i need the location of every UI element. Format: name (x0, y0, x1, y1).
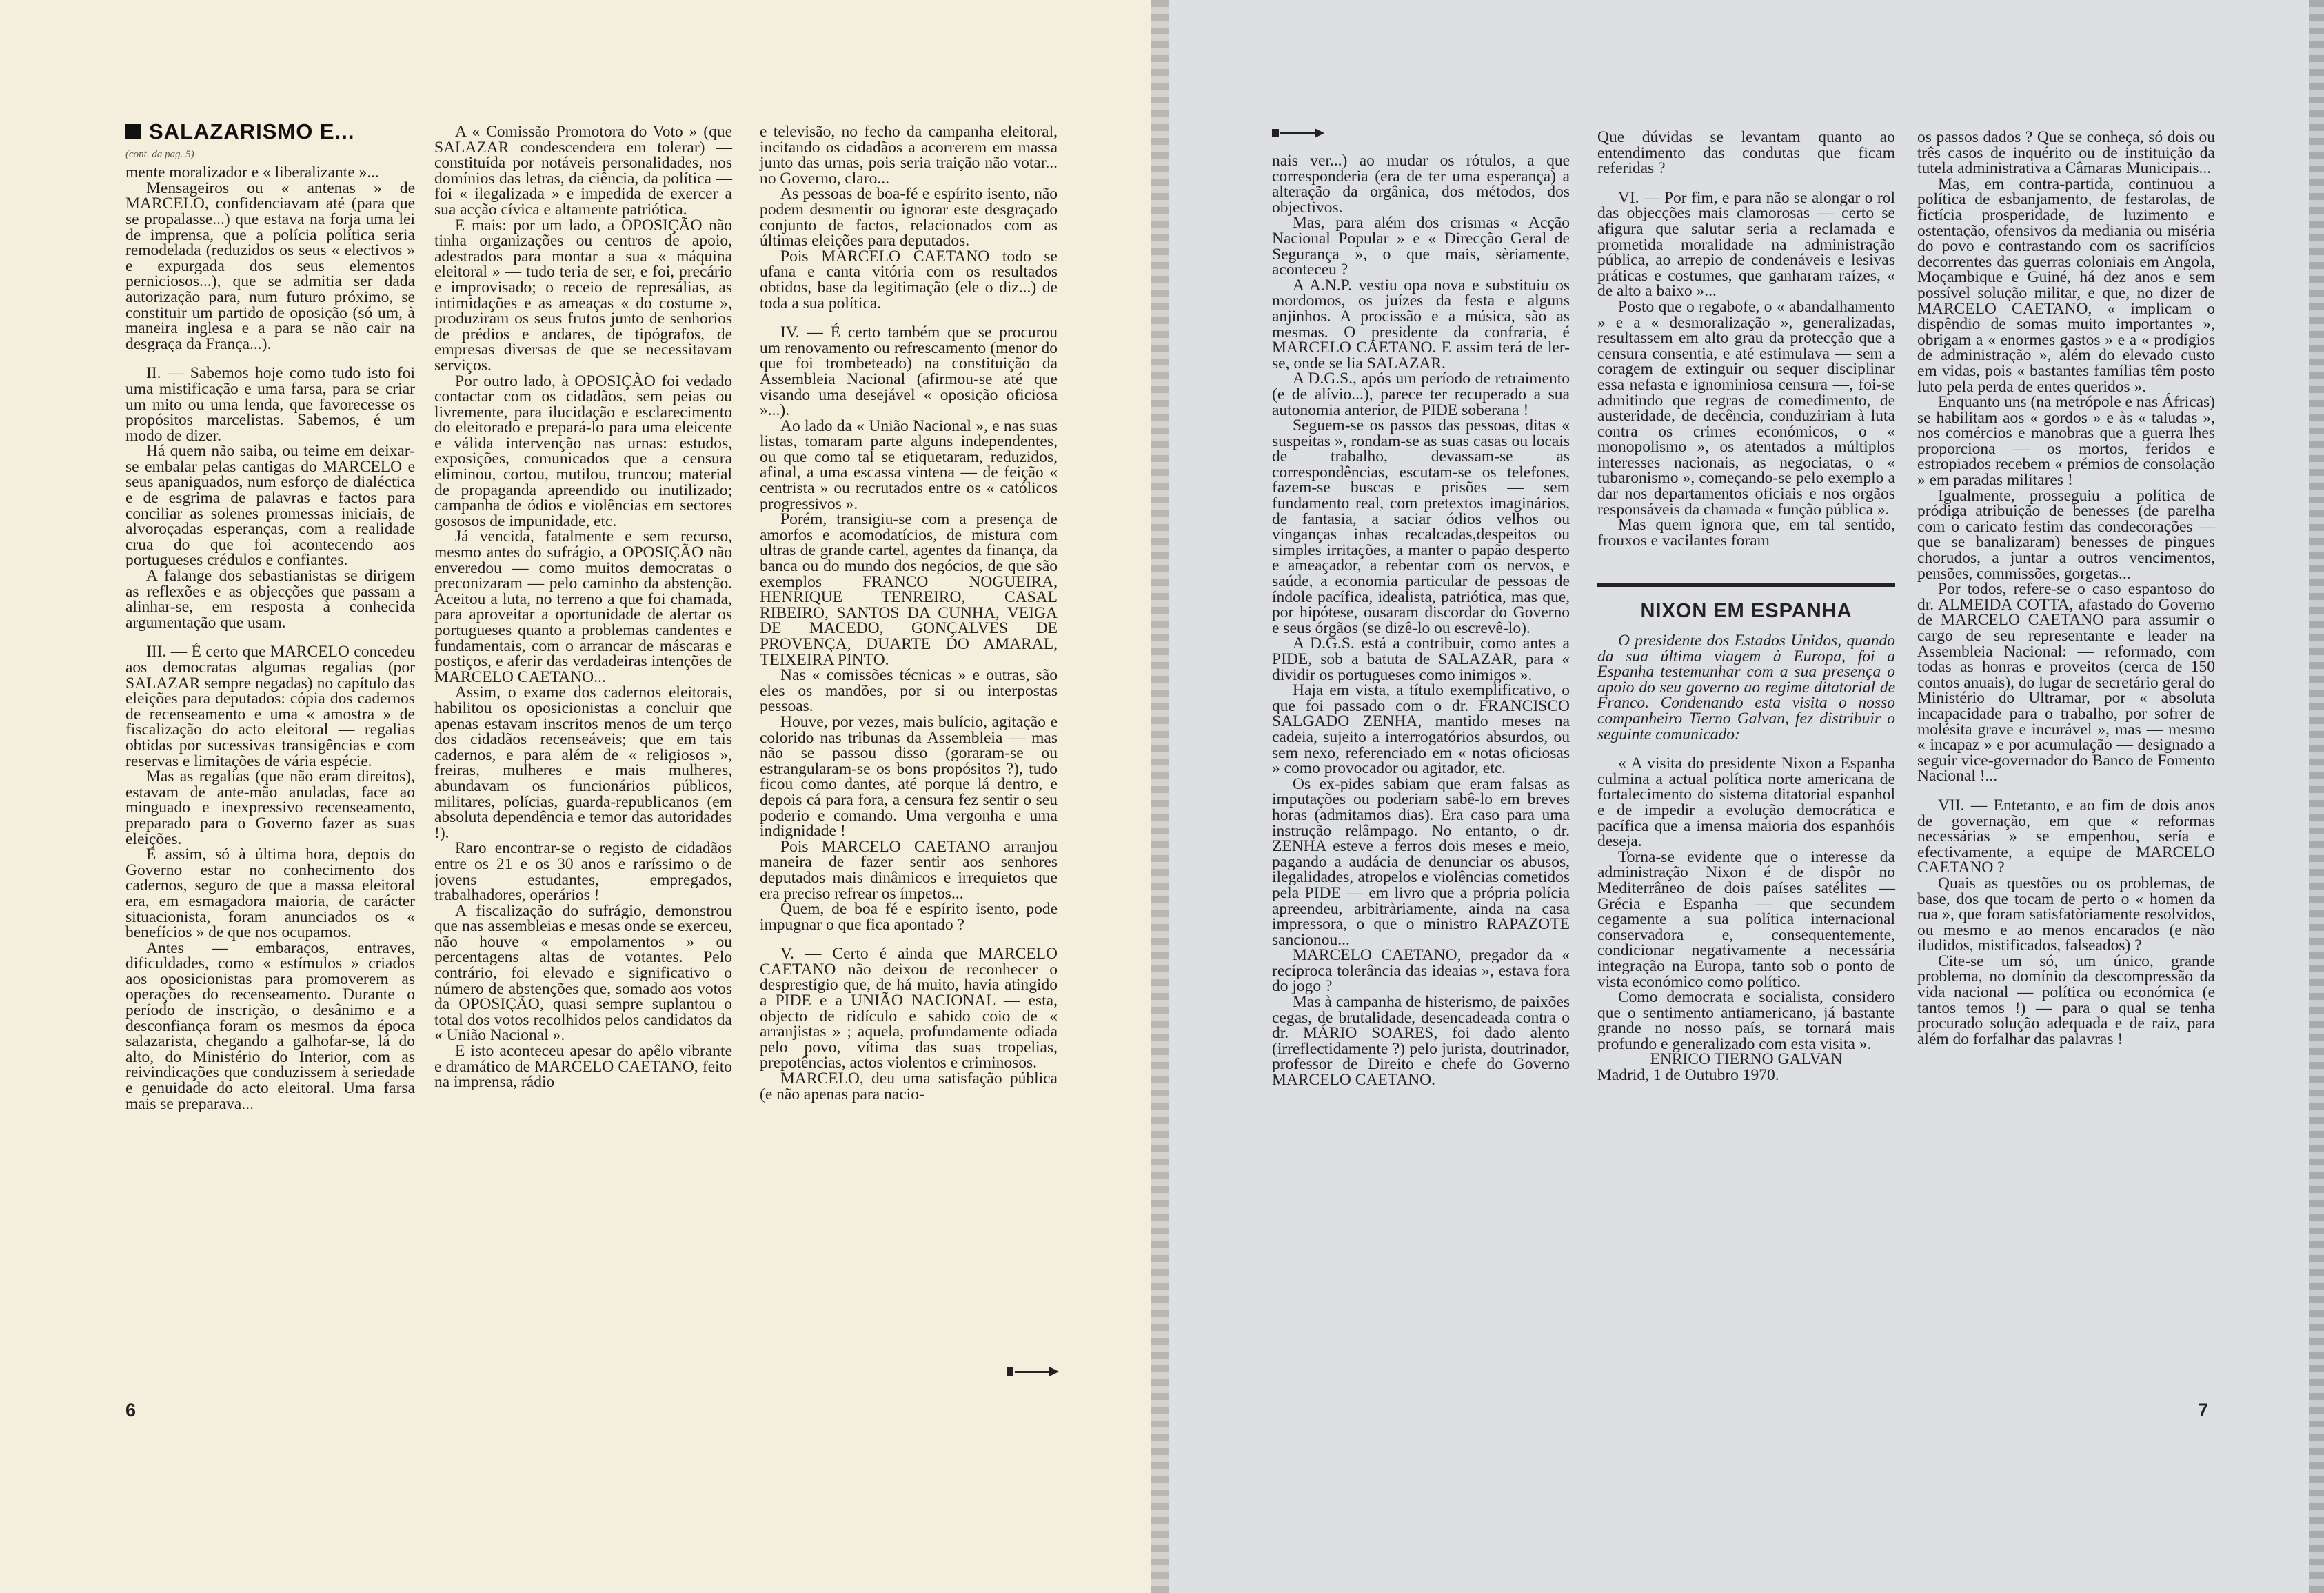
black-square-icon (125, 124, 141, 139)
right-column-2 (1597, 130, 1895, 1083)
article-title-text: SALAZARISMO E... (149, 119, 355, 143)
paragraph: Mas, para além dos crismas « Acção Nacional Popular » e « Direcção Geral de Segurança », o que mais, sèriamente, aconteceu ? (1272, 214, 1570, 279)
paragraph: nais ver...) ao mudar os rótulos, a que corresponderia (era de ter uma esperança) a alteração da orgânica, dos métodos, dos objectivos. (1272, 152, 1570, 217)
paragraph: Mas quem ignora que, em tal sentido, frouxos e vacilantes foram (1597, 516, 1895, 550)
paragraph: Como democrata e socialista, considero que o sentimento antiamericano, já bastante grande no nosso país, se tornará mais profundo e generalizado com esta visita ». (1597, 988, 1895, 1053)
section-divider (1597, 583, 1895, 587)
paragraph: « A visita do presidente Nixon a Espanha culmina a actual política norte americana de fortalecimento do sistema ditatorial espanhol e de impedir a evolução democrática e pacífica que a imensa maioria dos espanhóis deseja. (1597, 754, 1895, 851)
paragraph: A falange dos sebastianistas se dirigem as reflexões e as objecções que passam a alinhar-se, em resposta à conhecida argumentação que usam. (125, 567, 415, 632)
paragraph: As pessoas de boa-fé e espírito isento, não podem desmentir ou ignorar este desgraçado conjunto de factos, relacionados com as últimas eleições para deputados. (760, 185, 1058, 250)
right-column-1 (1272, 153, 1570, 1088)
paragraph: A « Comissão Promotora do Voto » (que SALAZAR condescendera em tolerar) — constituída por notáveis personalidades, nos domínios das letras, da ciência, da política — foi « ilegalizada » e impedida de exercer a sua acção cívica e altamente patriótica. (434, 123, 732, 219)
paragraph: mente moralizador e « liberalizante »... (125, 163, 380, 182)
continued-arrow-icon (1272, 127, 1324, 139)
paragraph: Assim, o exame dos cadernos eleitorais, habilitou os oposicionistas a concluir que apenas estavam inscritos menos de um terço dos cidadãos recenseáveis; que em tais cadernos, e para além de « religiosos », freiras, mulheres e mais mulheres, abundavam os funcionários públicos, militares, polícias, guarda-republicanos (em absoluta dependência e temor das autoridades !). (434, 683, 732, 842)
left-column-2 (434, 124, 732, 1090)
paragraph: MARCELO, deu uma satisfação pública (e não apenas para nacio- (760, 1070, 1058, 1103)
left-column-3 (760, 124, 1058, 1102)
paragraph: Houve, por vezes, mais bulício, agitação e colorido nas tribunas da Assembleia — mas não se passou disso (goraram-se ou estrangularam-se os bons propósitos ?), tudo ficou como dantes, até porque lá dentro, e depois cá para fora, a censura fez sentir o seu poderio e comando. Uma vergonha e uma indignidade ! (760, 712, 1058, 841)
nixon-signature: ENRICO TIERNO GALVAN (1650, 1050, 1843, 1069)
paragraph: Por todos, refere-se o caso espantoso do dr. ALMEIDA COTTA, afastado do Governo de MARCELO CAETANO para assumir o cargo de seu representante e leader na Assembleia Nacional: — reformado, com todas as honras e proveitos (cerca de 150 contos anuais), do lugar de secretário geral do Ministério do Ultramar, por « absoluta incapacidade para o trabalho, por sofrer de molésita grave e incurável », mas — mesmo « incapaz » e por acumulação — designado a seguir vice-governador do Banco de Fomento Nacional !... (1917, 580, 2215, 785)
paragraph: Pois MARCELO CAETANO arranjou maneira de fazer sentir aos senhores deputados mais dinâmicos e irrequietos que era preciso refrear os ímpetos... (760, 837, 1058, 903)
paragraph: Nas « comissões técnicas » e outras, são eles os mandões, por si ou interpostas pessoas. (760, 666, 1058, 716)
paragraph: MARCELO CAETANO, pregador da « recíproca tolerância das ideaias », estava fora do jogo ? (1272, 946, 1570, 996)
page-edge-stripe (1151, 0, 1169, 1593)
paragraph: VII. — Entetanto, e ao fim de dois anos de governação, em que « reformas necessárias » se empenhou, sería e efectivamente, a equipe de MARCELO CAETANO ? (1917, 796, 2215, 877)
paragraph: Cite-se um só, um único, grande problema, no domínio da descompressão da vida nacional — política ou económica (e tantos temos !) — para o qual se tenha procurado solução adequada e de raiz, para além do forfalhar das palavras ! (1917, 952, 2215, 1048)
paragraph: Há quem não saiba, ou teime em deixar-se embalar pelas cantigas do MARCELO e seus apaniguados, num esforço de dialéctica e de esgrima de palavras e factos para conciliar as solenes promessas iniciais, de alvoroçadas esperanças, com a realidade crua do que foi acontecendo aos portugueses crédulos e confiantes. (125, 442, 415, 570)
paragraph: Porém, transigiu-se com a presença de amorfos e acomodatícios, de mistura com ultras de grande cartel, agentes da finança, da banca ou do mundo dos negócios, de que são exemplos FRANCO NOGUEIRA, HENRIQUE TENREIRO, CASAL RIBEIRO, SANTOS DA CUNHA, VEIGA DE MACEDO, GONÇALVES DE PROVENÇA, DUARTE DO AMARAL, TEIXEIRA PINTO. (760, 510, 1058, 669)
paragraph: Haja em vista, a título exemplificativo, o que foi passado com o dr. FRANCISCO SALGADO ZENHA, mantido meses na cadeia, sujeito a interrogatórios absurdos, ou sem nexo, referenciado em « notas oficiosas » como provocador ou agitador, etc. (1272, 681, 1570, 778)
paragraph: os passos dados ? Que se conheça, só dois ou três casos de inquérito ou de instituição da tutela administrativa a Câmaras Municipais... (1917, 128, 2215, 178)
paragraph: Que dúvidas se levantam quanto ao entendimento das condutas que ficam referidas ? (1597, 128, 1895, 178)
paragraph: Torna-se evidente que o interesse da administração Nixon é de dispôr no Mediterrâneo de dois países satélites — Grécia e Espanha — que secundem cegamente a sua política internacional conservadora e, consequentemente, condicionar negativamente a necessária integração na Europa, tanto sob o ponto de vista económico como político. (1597, 848, 1895, 991)
paragraph: Por outro lado, à OPOSIÇÃO foi vedado contactar com os cidadãos, sem peias ou livremente, para ilucidação e esclarecimento do eleitorado e prepará-lo para uma eleicente e válida intervenção nas urnas: estudos, exposições, comunicados que a censura eliminou, cortou, mutilou, truncou; material de propaganda apreendido ou inutilizado; campanha de ódios e violências em sectores gososos de impunidade, etc. (434, 372, 732, 530)
paragraph: A D.G.S., após um período de retraimento (e de alívio...), parece ter recuperado a sua autonomia anterior, de PIDE soberana ! (1272, 370, 1570, 419)
page-number: 7 (2198, 1400, 2209, 1421)
paragraph: Mensageiros ou « antenas » de MARCELO, confidenciavam até (para que se propalasse...) que estava na forja uma lei de imprensa, que a polícia política seria remodelada (reduzidos os seus « electivos » e expurgada dos seus elementos perniciosos...), que se admitia ser dada autorização para, num futuro próximo, se constituir um partido de oposição (só um, à maneira inglesa e a para se não cair na desgraça da França...). (125, 179, 415, 353)
paragraph: V. — Certo é ainda que MARCELO CAETANO não deixou de reconhecer o desprestígio que, de há muito, havia atingido a PIDE e a UNIÃO NACIONAL — esta, objecto de ridículo e sabido coio de « arranjistas » ; aquela, profundamente odiada pelo povo, vítima das suas tropelias, prepotências, actos violentos e criminosos. (760, 945, 1058, 1072)
paragraph: Pois MARCELO CAETANO todo se ufana e canta vitória com os resultados obtidos, base da legitimação (ele o diz...) de toda a sua política. (760, 247, 1058, 312)
right-page (1169, 0, 2324, 1593)
paragraph: Quais as questões ou os problemas, de base, dos que tocam de perto o « homen da rua », que foram satisfatòriamente resolvidos, ou mesmo e ao menos encarados (e não iludidos, mistificados, falseados) ? (1917, 874, 2215, 955)
paragraph: Raro encontrar-se o registo de cidadãos entre os 21 e os 30 anos e raríssimo o de jovens estudantes, empregados, trabalhadores, operários ! (434, 839, 732, 905)
right-column-3 (1917, 130, 2215, 1047)
paragraph: Seguem-se os passos das pessoas, ditas « suspeitas », rondam-se as suas casas ou locais de trabalho, devassam-se as correspondências, escutam-se os telefones, fazem-se buscas e prisões — sem fundamento real, com pretextos imaginários, de fantasia, a saciar ódios velhos ou vinganças inhas recalcadas,despeitos ou simples irritações, a manter o papão desperto e ameaçador, a rebentar com os nervos, e saúde, a economia particular de pessoas de índole pacífica, idealista, patriótica, mas que, por hipótese, ousaram discordar do Governo e seus órgãos (se dizê-lo ou escrevê-lo). (1272, 417, 1570, 637)
paragraph: VI. — Por fim, e para não se alongar o rol das objecções mais clamorosas — certo se afigura que salutar seria a reclamada e prometida moralidade na administração pública, ao arrepio de condenáveis e lesivas práticas e costumes, que ganharam raízes, « de alto a baixo »... (1597, 188, 1895, 301)
left-column-1 (125, 119, 415, 1113)
paragraph: Mas, em contra-partida, continuou a política de esbanjamento, de festarolas, de fictícia prosperidade, de luzimento e ostentação, ofensivos da mediania ou miséria do povo e contrastando com os sacrifícios decorrentes das guerras coloniais em Angola, Moçambique e Guiné, há dez anos e sem possível solução militar, e que, no dizer de MARCELO CAETANO, « implicam o dispêndio de somas muito importantes », obrigam a « enormes gastos » e a « prodígios de administração », além do elevado custo em vidas, pois « bastantes famílias têm posto luto pela perda de entes queridos ». (1917, 174, 2215, 396)
paragraph: Já vencida, fatalmente e sem recurso, mesmo antes do sufrágio, a OPOSIÇÃO não enveredou — como muitos democratas o preconizaram — pelo caminho da abstenção. Aceitou a luta, no terreno a que foi chamada, para aproveitar a oportunidade de alertar os portugueses quanto a problemas candentes e fundamentais, com o arrancar de máscaras e postiços, e aferir das verdadeiras intenções de MARCELO CAETANO... (434, 528, 732, 686)
paragraph: Posto que o regabofe, o « abandalhamento » e a « desmoralização », generalizadas, resultassem em alto grau da protecção que a censura consentia, e até estimulava — sem a coragem de extinguir ou sequer disciplinar essa nefasta e ignominiosa censura —, foi-se admitindo que regras de comedimento, de austeridade, de decência, conduziriam à luta contra os crimes económicos, o « monopolismo », os atentados a múltiplos interesses nacionais, as negociatas, o « tubaronismo », começando-se pelo exemplo a dar nos departamentos oficiais e nos orgãos responsáveis da chamada « função pública ». (1597, 297, 1895, 519)
continue-arrow-icon (1007, 1365, 1059, 1378)
paragraph: Mas à campanha de histerismo, de paixões cegas, de brutalidade, desencadeada contra o dr. MÁRIO SOARES, foi dado alento (irreflectidamente ?) pelo jurista, doutrinador, professor de Direito e chefe do Governo MARCELO CAETANO. (1272, 993, 1570, 1090)
paragraph: Antes — embaraços, entraves, dificuldades, como « estímulos » criados aos oposicionistas para promoverem as operações do recenseamento. Durante o período de inscrição, o desânimo e a desconfiança foram os mesmos da época salazarista, chegando a galhofar-se, lá do alto, do Ministério do Interior, com as reivindicações que conduzissem à seriedade e genuidade do acto eleitoral. Uma farsa mais se preparava... (125, 939, 415, 1113)
paragraph: IV. — É certo também que se procurou um renovamento ou refrescamento (menor do que foi trombeteado) na constituição da Assembleia Nacional (afirmou-se até que visando uma desejável « oposição oficiosa »...). (760, 323, 1058, 420)
paragraph: E mais: por um lado, a OPOSIÇÃO não tinha organizações ou centros de apoio, adestrados para montar a sua « máquina eleitoral » — tudo teria de ser, e foi, precário e improvisado; o receio de represálias, as intimidações e as ameaças « do costume », produziram os seus frutos junto de senhorios de prédios e andares, de tipógrafos, de empresas diversas de que se necessitavam serviços. (434, 216, 732, 374)
paragraph: A D.G.S. está a contribuir, como antes a PIDE, sob a batuta de SALAZAR, para « dividir os portugueses como inimigos ». (1272, 634, 1570, 684)
paragraph: A A.N.P. vestiu opa nova e substituiu os mordomos, os juízes da festa e alguns anjinhos. A procissão e a música, são as mesmas. O presidente da confraria, é MARCELO CAETANO. E assim terá de ler-se, onde se lia SALAZAR. (1272, 276, 1570, 372)
article-title (125, 119, 415, 143)
paragraph: e televisão, no fecho da campanha eleitoral, incitando os cidadãos a acorrerem em massa junto das urnas, pois seria traição não votar... no Governo, claro... (760, 123, 1058, 188)
nixon-article-title: NIXON EM ESPANHA (1640, 600, 1852, 623)
page-number: 6 (125, 1400, 137, 1421)
paragraph: III. — É certo que MARCELO concedeu aos democratas algumas regalias (por SALAZAR sempre negadas) no capítulo das eleições para deputados: cópia dos cadernos de recenseamento e uma « amostra » de fiscalização do acto eleitoral — regalias obtidas por sucessivas transigências e com reservas e limitações de vária espécie. (125, 643, 415, 770)
paragraph: Quem, de boa fé e espírito isento, pode impugnar o que fica apontado ? (760, 900, 1058, 934)
paragraph: E assim, só à última hora, depois do Governo estar no conhecimento dos cadernos, seguro de que a massa eleitoral era, em esmagadora maioria, de carácter situacionista, foram anunciados os « benefícios » de que nos ocupamos. (125, 845, 415, 942)
paragraph: A fiscalização do sufrágio, demonstrou que nas assembleias e mesas onde se exerceu, não houve « empolamentos » ou percentagens altas de votantes. Pelo contrário, foi elevado e significativo o número de abstenções que, somado aos votos da OPOSIÇÃO, quasi sempre suplantou o total dos votos recolhidos pelos candidatos da « União Nacional ». (434, 901, 732, 1045)
paragraph: Enquanto uns (na metrópole e nas Áfricas) se habilitam aos « gordos » e às « taludas », nos comércios e manobras que a guerra lhes proporciona — os mortos, feridos e estropiados recebem « prémios de consolação » em paradas militares ! (1917, 393, 2215, 490)
paragraph: Ao lado da « União Nacional », e nas suas listas, tomaram parte alguns independentes, ou que como tal se etiquetaram, reduzidos, afinal, a uma escassa vintena — de feição « centrista » ou recrutados entre os « católicos progressivos ». (760, 417, 1058, 513)
paragraph: Os ex-pides sabiam que eram falsas as imputações ou poderiam sabê-lo em breves horas (admitamos dias). Era caso para uma instrução relâmpago. No entanto, o dr. ZENHA esteve a ferros dois meses e meio, pagando a audácia de denunciar os abusos, ilegalidades, atropelos e violências cometidos pela PIDE — em livro que a própria polícia apreendeu, arbitràriamente, ainda na casa impressora, o que o ministro RAPAZOTE sancionou... (1272, 774, 1570, 949)
paragraph: E isto aconteceu apesar do apêlo vibrante e dramático de MARCELO CAETANO, feito na imprensa, rádio (434, 1042, 732, 1092)
paragraph: Igualmente, prosseguiu a política de pródiga atribuição de benesses (de parelha com o caricato festim das condecorações — que se banalizaram) benesses de pingues chorudos, a juntar a outros vencimentos, pensões, commissões, gorgetas... (1917, 486, 2215, 583)
continuation-note: (cont. da pag. 5) (125, 148, 194, 160)
page-edge-stripe (2309, 0, 2324, 1593)
nixon-lead: O presidente dos Estados Unidos, quando da sua última viagem à Europa, foi a Espanha testemunhar com a sua presença o apoio do seu governo ao regime ditatorial de Franco. Condenando esta visita o nosso companheiro Tierno Galvan, fez distribuir o seguinte comunicado: (1597, 632, 1895, 743)
paragraph: II. — Sabemos hoje como tudo isto foi uma mistificação e uma farsa, para se criar um mito ou uma lenda, que favorecesse os propósitos marcelistas. Sabemos, é um modo de dizer. (125, 364, 415, 445)
paragraph: Mas as regalias (que não eram direitos), estavam de ante-mão anuladas, face ao minguado e inexpressivo recenseamento, preparado para o Governo fazer as suas eleições. (125, 768, 415, 848)
nixon-date: Madrid, 1 de Outubro 1970. (1597, 1066, 1779, 1085)
